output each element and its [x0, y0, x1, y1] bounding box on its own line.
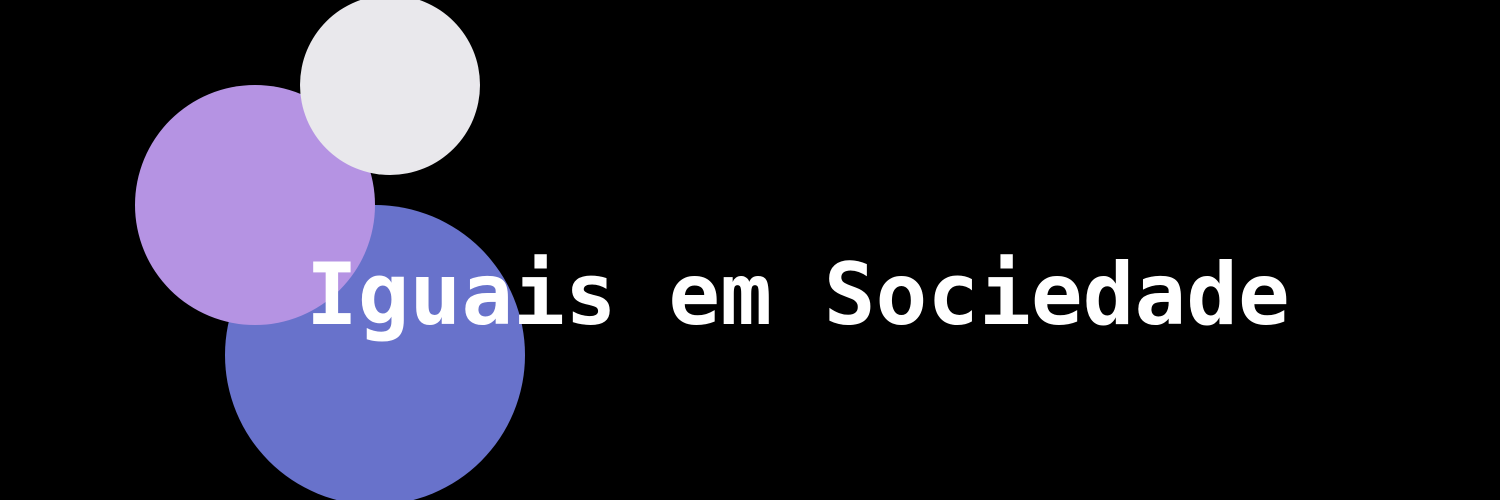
- page-title: Iguais em Sociedade: [306, 245, 1290, 345]
- light-circle-decoration: [300, 0, 480, 175]
